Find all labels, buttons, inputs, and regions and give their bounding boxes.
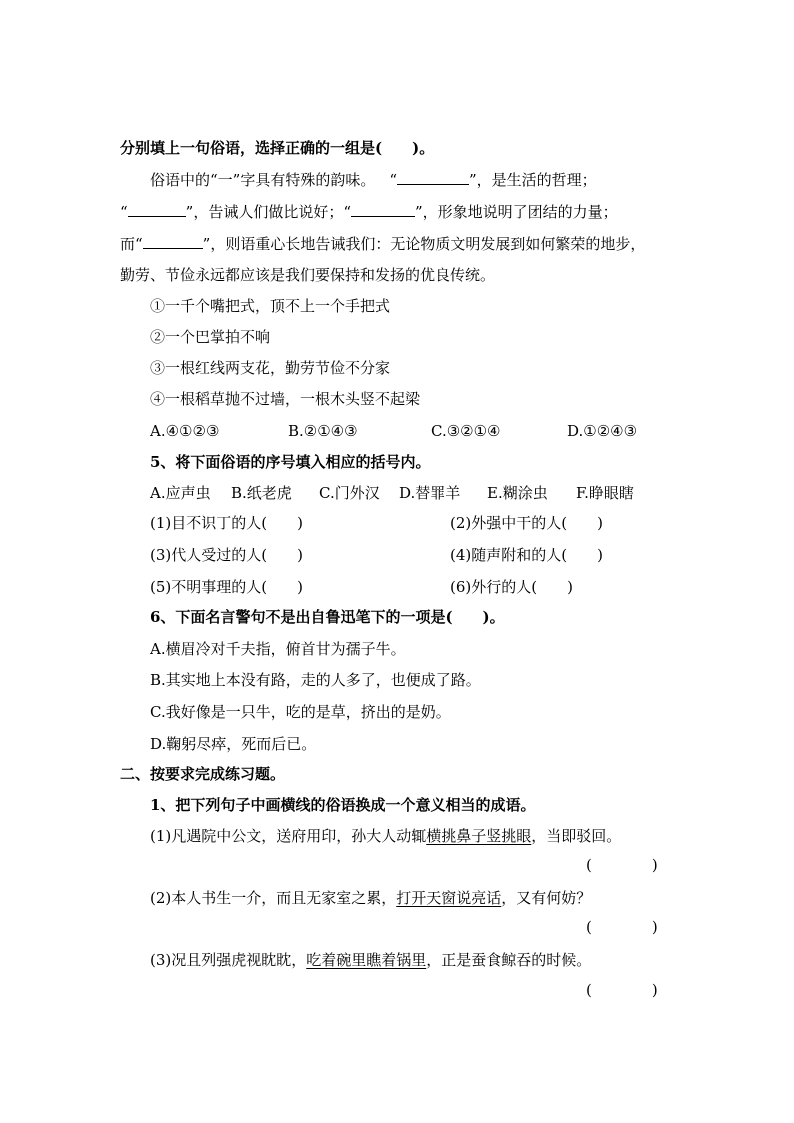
blank-4[interactable]	[143, 233, 203, 249]
q4-option-b[interactable]: B.②①④③	[288, 422, 358, 440]
q4-option-d[interactable]: D.①②④③	[567, 422, 638, 440]
q4-stem: 分别填上一句俗语，选择正确的一组是( )。	[120, 139, 435, 157]
q5-choice-c: C.门外汉	[319, 484, 380, 502]
q5-item-6[interactable]: (6)外行的人( )	[450, 578, 573, 596]
q5-choice-b: B.纸老虎	[231, 484, 292, 502]
sentence-2: (2)本人书生一介，而且无家室之累，打开天窗说亮话，又有何妨？	[150, 889, 592, 907]
blank-3[interactable]	[351, 201, 415, 217]
underlined-proverb-2: 打开天窗说亮话	[396, 889, 502, 907]
q4-option-c[interactable]: C.③②①④	[431, 422, 501, 440]
q4-para-line1: 俗语中的“一”字具有特殊的韵味。 “ ”，是生活的哲理；	[150, 171, 597, 189]
q6-option-c[interactable]: C.我好像是一只牛，吃的是草，挤出的是奶。	[150, 703, 451, 721]
underlined-proverb-1: 横挑鼻子竖挑眼	[426, 827, 532, 845]
q5-item-4[interactable]: (4)随声附和的人( )	[450, 546, 603, 564]
q5-item-3[interactable]: (3)代人受过的人( )	[150, 546, 303, 564]
answer-paren-2[interactable]: ( )	[586, 918, 658, 936]
q5-title: 5、将下面俗语的序号填入相应的括号内。	[150, 453, 431, 471]
q5-choice-e: E.糊涂虫	[487, 484, 548, 502]
sentence-1: (1)凡遇院中公文，送府用印，孙大人动辄横挑鼻子竖挑眼，当即驳回。	[150, 827, 622, 845]
section2-sub1: 1、把下列句子中画横线的俗语换成一个意义相当的成语。	[150, 796, 536, 814]
q5-item-5[interactable]: (5)不明事理的人( )	[150, 578, 303, 596]
q4-para-line3: 而“ ”，则语重心长地告诫我们：无论物质文明发展到如何繁荣的地步，	[120, 235, 646, 253]
answer-paren-1[interactable]: ( )	[586, 856, 658, 874]
sentence-3: (3)况且列强虎视眈眈，吃着碗里瞧着锅里，正是蚕食鲸吞的时候。	[150, 951, 592, 969]
q5-item-1[interactable]: (1)目不识丁的人( )	[150, 514, 303, 532]
q4-option-a[interactable]: A.④①②③	[150, 422, 220, 440]
q4-para-line2: “ ”，告诫人们做比说好；“ ”，形象地说明了团结的力量；	[120, 203, 618, 221]
q5-item-2[interactable]: (2)外强中干的人( )	[450, 514, 603, 532]
q6-title: 6、下面名言警句不是出自鲁迅笔下的一项是( )。	[150, 608, 505, 626]
q4-item-3: ③一根红线两支花，勤劳节俭不分家	[150, 359, 391, 377]
q4-item-2: ②一个巴掌拍不响	[150, 328, 271, 346]
q5-choice-d: D.替罪羊	[399, 484, 461, 502]
q6-option-d[interactable]: D.鞠躬尽瘁，死而后已。	[150, 735, 317, 753]
q6-option-b[interactable]: B.其实地上本没有路，走的人多了，也便成了路。	[150, 671, 481, 689]
q4-para-line4: 勤劳、节俭永远都应该是我们要保持和发扬的优良传统。	[120, 266, 496, 284]
q4-item-4: ④一根稻草抛不过墙，一根木头竖不起梁	[150, 390, 421, 408]
blank-1[interactable]	[397, 169, 469, 185]
underlined-proverb-3: 吃着碗里瞧着锅里	[306, 951, 427, 969]
q5-choice-a: A.应声虫	[150, 484, 211, 502]
blank-2[interactable]	[128, 201, 186, 217]
q5-choice-f: F.睁眼瞎	[576, 484, 634, 502]
section2-title: 二、按要求完成练习题。	[120, 765, 286, 783]
answer-paren-3[interactable]: ( )	[586, 981, 658, 999]
q4-item-1: ①一千个嘴把式，顶不上一个手把式	[150, 297, 391, 315]
q6-option-a[interactable]: A.横眉冷对千夫指，俯首甘为孺子牛。	[150, 640, 406, 658]
